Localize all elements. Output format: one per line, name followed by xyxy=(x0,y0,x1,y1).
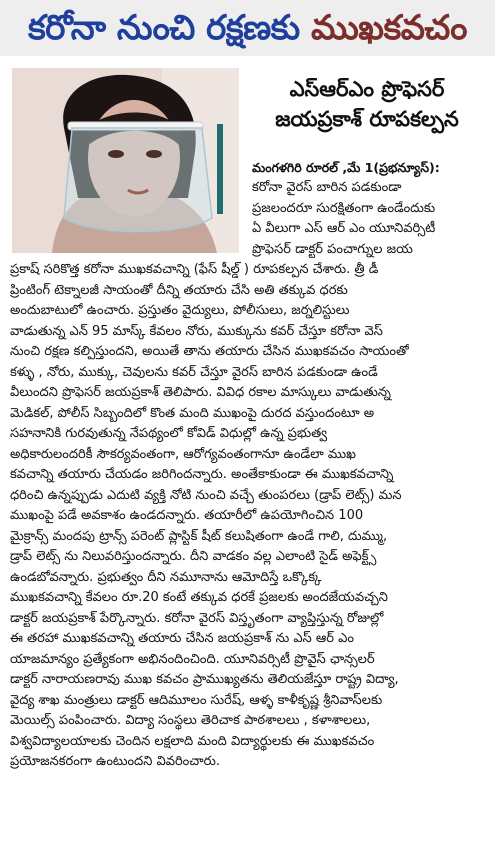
headline-banner xyxy=(0,0,495,56)
body-line: వాడుతున్న ఎన్ 95 మాస్క్ కేవలం నోరు, ముక్కును కవర్ చేస్తూ కరోనా వెస్ xyxy=(10,323,383,339)
body-line: సహనానికి గురవుతున్న నేపథ్యంలో కోవిడ్ విధుల్లో ఉన్న ప్రభుత్వ xyxy=(10,426,328,441)
article-photo xyxy=(12,68,239,253)
body-line: వీలుందని ప్రొఫెసర్ జయప్రకాశ్ తెలిపారు. వివిధ రకాల మాస్కులు వాడుతున్న xyxy=(10,385,391,400)
body-line: మెయిల్స్ పంపించారు. విద్యా సంస్థలు తెరిచాక పాఠశాలలు , కళాశాలలు, xyxy=(10,713,371,728)
body-line: ముఖంపై పడే అవకాశం ఉండదన్నారు. తయారీలో ఉపయోగించిన 100 xyxy=(10,508,364,523)
body-column-narrow xyxy=(252,178,488,260)
subheadline xyxy=(247,74,487,134)
body-column-full xyxy=(10,260,488,773)
body-line: ప్రొఫెసర్ డాక్టర్ పంచాగ్నుల జయ xyxy=(252,241,413,257)
body-line: యాజమాన్యం ప్రత్యేకంగా అభినందించింది. యూనివర్సిటీ ప్రొవైస్ ఛాన్సలర్ xyxy=(10,651,375,667)
body-line: ప్రజలందరూ సురక్షితంగా ఉండేందుకు xyxy=(252,200,436,216)
headline-part-2: ముఖకవచం xyxy=(311,8,467,48)
body-line: డాక్టర్ నారాయణరావు ముఖ కవచం ప్రాముఖ్యతను తెలియజేస్తూ రాష్ట్ర విద్యా, xyxy=(10,672,399,687)
body-line: ప్రింటింగ్ టెక్నాలజీ సాయంతో దీన్ని తయారు చేసి అతి తక్కువ ధరకు xyxy=(10,282,348,298)
headline xyxy=(28,8,467,48)
body-line: అధికారులందరికీ సౌకర్యవంతంగా, ఆరోగ్యవంతంగానూ ఉండేలా ముఖ xyxy=(10,446,356,462)
headline-part-1: కరోనా నుంచి రక్షణకు xyxy=(28,8,300,48)
body-line: కళ్ళు , నోరు, ముక్కు, చెవులను కవర్ చేస్తూ వైరస్ బారిన పడకుండా ఉండే xyxy=(10,364,378,380)
body-line: కవచాన్ని తయారు చేయడం జరిగిందన్నారు. అంతేకాకుండా ఈ ముఖకవచాన్ని xyxy=(10,467,394,482)
body-line: ముఖకవచాన్ని కేవలం రూ.20 కంటే తక్కువ ధరకే ప్రజలకు అందజేయవచ్చని xyxy=(10,590,388,605)
body-line: విశ్వవిద్యాలయాలకు చెందిన లక్షలాది మంది విద్యార్థులకు ఈ ముఖకవచం xyxy=(10,733,375,749)
body-line: వైద్య శాఖ మంత్రులు డాక్టర్ ఆదిమూలం సురేష్, ఆళ్ళ కాళీకృష్ణ శ్రీనివాస్‌లకు xyxy=(10,692,383,708)
woman-with-face-shield-photo xyxy=(12,68,239,253)
body-line: ధరించి ఉన్నప్పుడు ఎదుటి వ్యక్తి నోటి నుంచి వచ్చే తుంపరలు (డ్రాప్ లెట్స్) మన xyxy=(10,487,402,503)
body-line: ఈ తరహా ముఖకవచాన్ని తయారు చేసిన జయప్రకాశ్ ను ఎస్ ఆర్ ఎం xyxy=(10,631,354,646)
body-line: ఉండబోవన్నారు. ప్రభుత్వం దీని నమూనాను ఆమోదిస్తే ఒక్కొక్క xyxy=(10,569,322,585)
body-line: డాక్టర్ జయప్రకాశ్ పేర్కొన్నారు. కరోనా వైరస్ విస్తృతంగా వ్యాప్తిస్తున్న రోజుల్లో xyxy=(10,610,384,626)
body-line: డ్రాప్ లెట్స్ ను నిలువరిస్తుందన్నారు. దీని వాడకం వల్ల ఎలాంటి సైడ్ అఫెక్ట్స్ xyxy=(10,549,377,564)
subheadline-line-2: జయప్రకాశ్ రూపకల్పన xyxy=(275,106,459,131)
body-line: ప్రకాష్ సరికొత్త కరోనా ముఖకవచాన్ని (ఫేస్ షీల్డ్ ) రూపకల్పన చేశారు. త్రీ డీ xyxy=(10,262,379,277)
subheadline-line-1: ఎస్ఆర్ఎం ప్రొఫెసర్ xyxy=(289,76,445,101)
body-line: అందుబాటులో ఉంచారు. ప్రస్తుతం వైద్యులు, పోలీసులు, జర్నలిస్టులు xyxy=(10,303,350,318)
dateline: మంగళగిరి రూరల్ ,మే 1(ప్రభన్యూస్): xyxy=(252,160,440,175)
body-line: నుంచి రక్షణ కల్పిస్తుందని, అయితే తాను తయారు చేసిన ముఖకవచం సాయంతో xyxy=(10,344,409,359)
body-line: మైక్రాన్స్ మందపు ట్రాన్స్ పరెంట్ ప్లాస్టిక్ షీట్ కలుషితంగా ఉండే గాలి, దుమ్ము, xyxy=(10,528,388,544)
body-line: కరోనా వైరస్ బారిన పడకుండా xyxy=(252,180,402,195)
body-line: ఏ వీలుగా ఎస్ ఆర్ ఎం యూనివర్సిటీ xyxy=(252,221,436,236)
body-line: ప్రయోజనకరంగా ఉంటుందని వివరించారు. xyxy=(10,754,220,769)
body-line: మెడికల్, పోలీస్ సిబ్బందిలో కొంత మంది ముఖంపై దురద వస్తుందంటూ అ xyxy=(10,405,375,421)
